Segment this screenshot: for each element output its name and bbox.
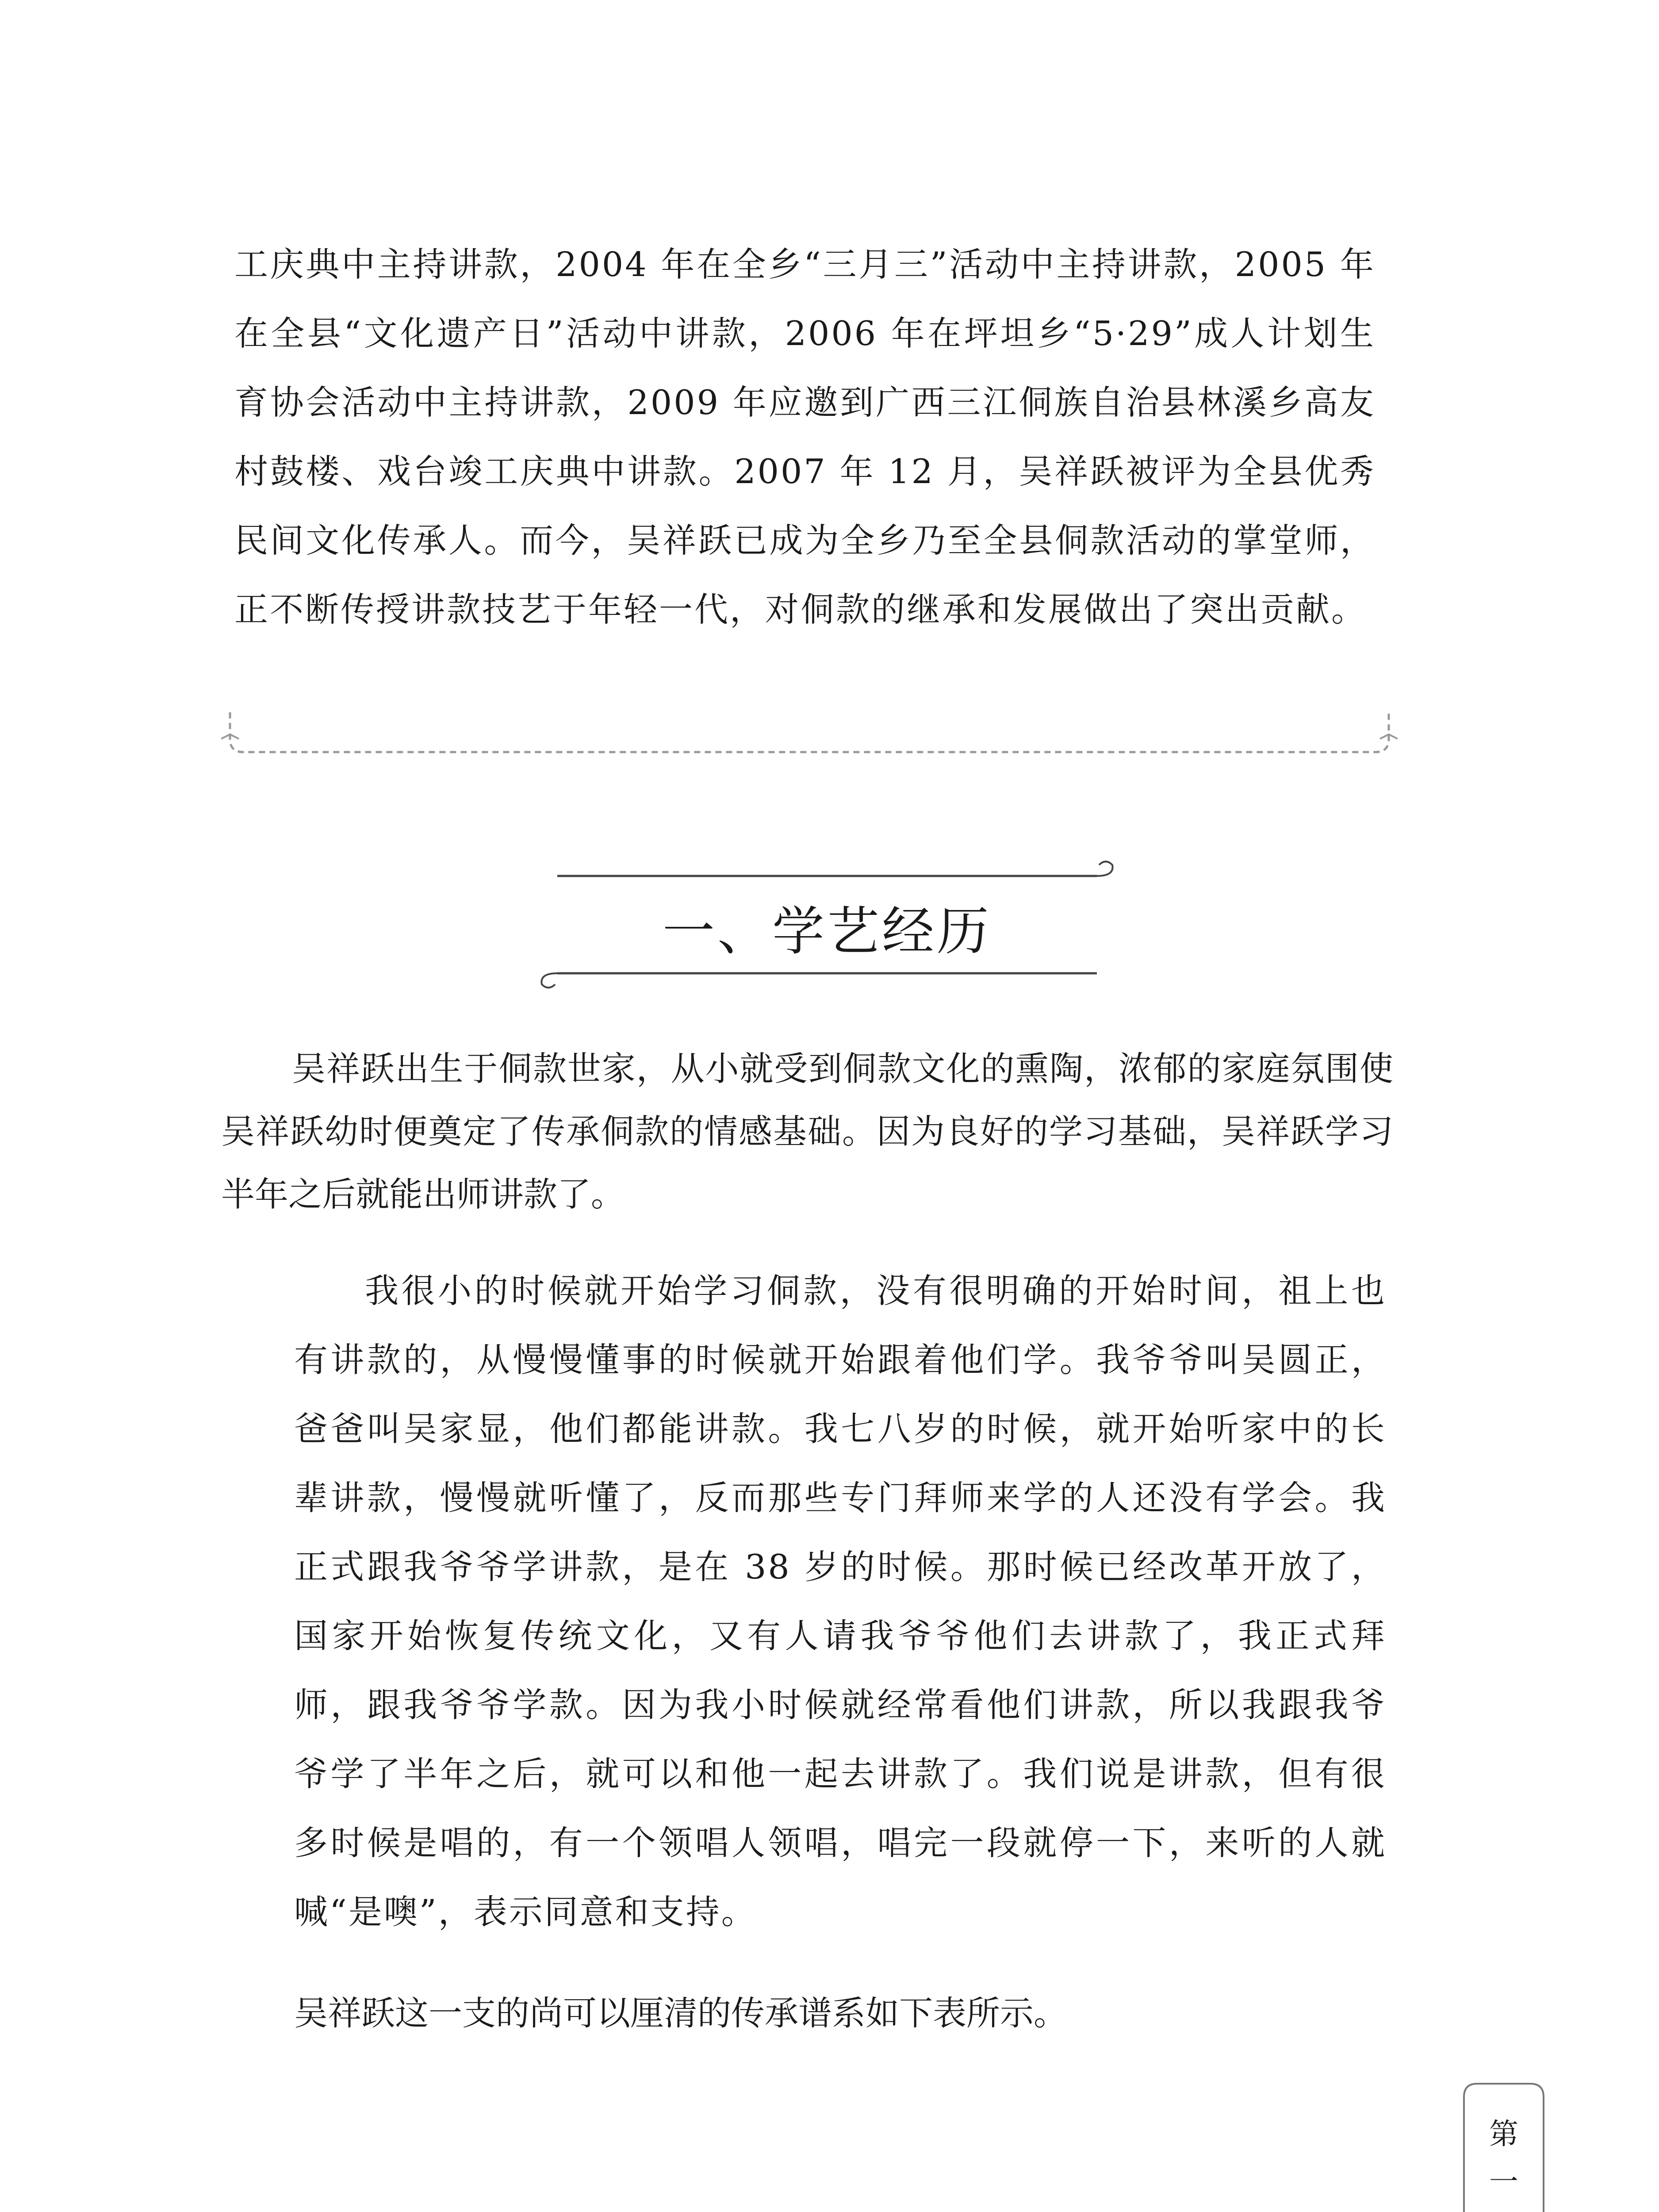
interview-quote: 我很小的时候就开始学习侗款，没有很明确的开始时间，祖上也有讲款的，从慢慢懂事的时候就开始跟着他们学。我爷爷叫吴圆正，爸爸叫吴家显，他们都能讲款。我七八岁的时候，就开始听家中的长辈讲款，慢慢就听懂了，反而那些专门拜师来学的人还没有学会。我正式跟我爷爷学讲款，是在 38 岁的时候。那时候已经改革开放了，国家开始恢复传统文化，又有人请我爷爷他们去讲款了，我正式拜师，跟我爷爷学款。因为我小时候就经常看他们讲款，所以我跟我爷爷学了半年之后，就可以和他一起去讲款了。我们说是讲款，但有很多时候是唱的，有一个领唱人领唱，唱完一段就停一下，来听的人就喊“是噢”，表示同意和支持。 [294, 1271, 1387, 1932]
chapter-char: 一 [1489, 2165, 1518, 2199]
chapter-side-tab [1455, 2079, 1552, 2212]
chapter-char [1455, 2206, 1552, 2212]
chapter-label [1455, 2110, 1552, 2212]
section-title: 一、学艺经历 [662, 901, 992, 962]
body-paragraph-2: 吴祥跃这一支的尚可以厘清的传承谱系如下表所示。 [294, 1993, 1067, 2033]
section-heading [531, 858, 1123, 1000]
chapter-char: 第 [1489, 2117, 1518, 2151]
body-paragraph-1: 吴祥跃出生于侗款世家，从小就受到侗款文化的熏陶，浓郁的家庭氛围使吴祥跃幼时便奠定了传承侗款的情感基础。因为良好的学习基础，吴祥跃学习半年之后就能出师讲款了。 [221, 1049, 1393, 1214]
intro-box-bracket [221, 708, 1398, 770]
intro-paragraph: 工庆典中主持讲款，2004 年在全乡“三月三”活动中主持讲款，2005 年在全县“文化遗产日”活动中讲款，2006 年在坪坦乡“5·29”成人计划生育协会活动中主持讲款，2009 年应邀到广西三江侗族自治县林溪乡高友村鼓楼、戏台竣工庆典中讲款。2007 年 12 月，吴祥跃被评为全县优秀民间文化传承人。而今，吴祥跃已成为全乡乃至全县侗款活动的掌堂师，正不断传授讲款技艺于年轻一代，对侗款的继承和发展做出了突出贡献。 [234, 245, 1375, 629]
